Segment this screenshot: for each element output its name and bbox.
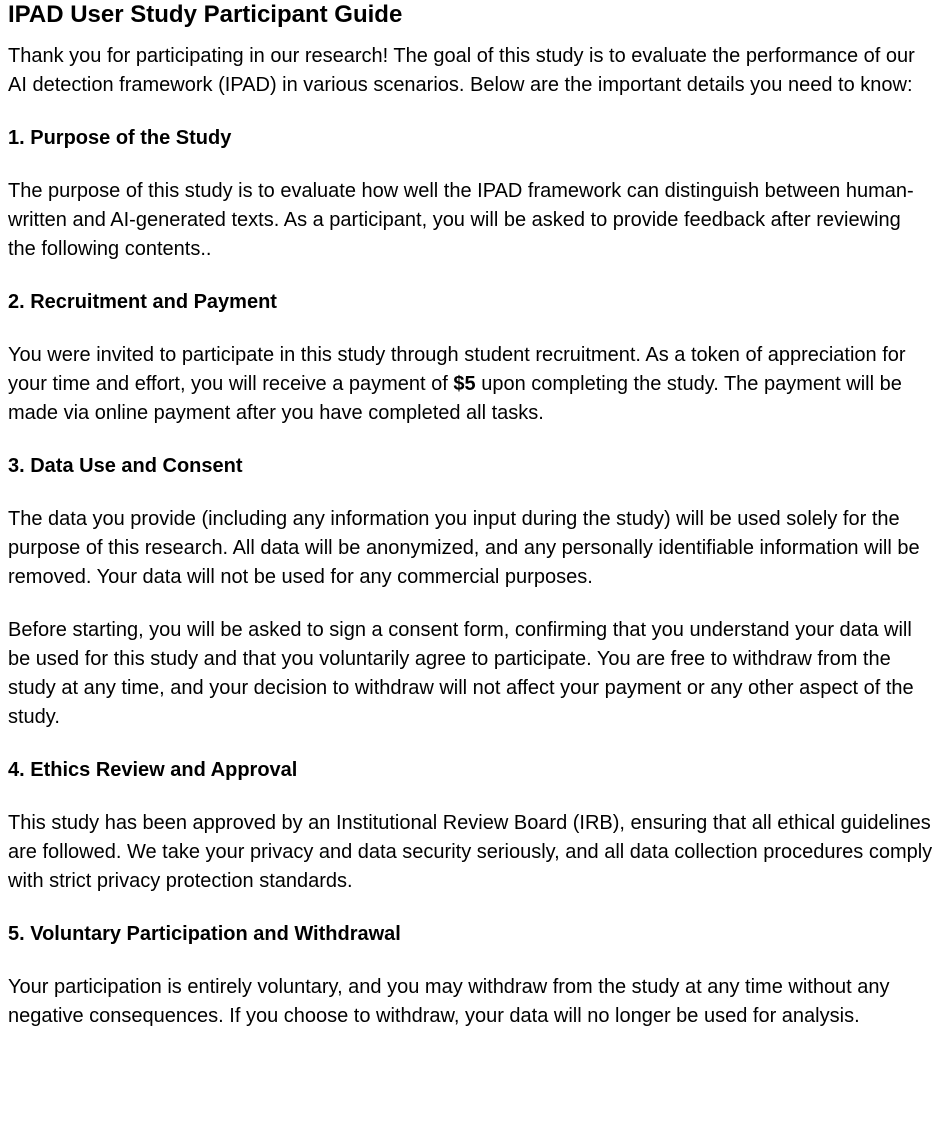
page-title: IPAD User Study Participant Guide [8,1,403,28]
section-ethics [8,756,934,896]
section-heading-voluntary: 5. Voluntary Participation and Withdrawal [8,923,401,945]
section-recruitment [8,288,934,428]
payment-text-before: You were invited to participate in this study through student recruitment. As a token of appreciation for your time and effort, you will receive a payment of [8,344,906,395]
payment-text-after: upon completing the study. The payment will be made via online payment after you have completed all tasks. [8,373,902,424]
section-paragraph: The purpose of this study is to evaluate how well the IPAD framework can distinguish between human-written and AI-generated texts. As a participant, you will be asked to provide feedback after reviewing the following contents.. [8,180,914,260]
section-purpose [8,124,934,264]
section-data-use [8,452,934,732]
payment-paragraph [8,341,934,428]
section-paragraph: Before starting, you will be asked to sign a consent form, confirming that you understand your data will be used for this study and that you voluntarily agree to participate. You are free to withdraw from the study at any time, and your decision to withdraw will not affect your payment or any other aspect of the study. [8,619,914,728]
payment-amount: $5 [453,373,476,395]
section-paragraph: This study has been approved by an Institutional Review Board (IRB), ensuring that all ethical guidelines are followed. We take your privacy and data security seriously, and all data collection procedures comply with strict privacy protection standards. [8,812,933,892]
section-heading-data-use: 3. Data Use and Consent [8,455,243,477]
section-heading-ethics: 4. Ethics Review and Approval [8,759,298,781]
section-paragraph: The data you provide (including any information you input during the study) will be used solely for the purpose of this research. All data will be anonymized, and any personally identifiable information will be removed. Your data will not be used for any commercial purposes. [8,508,920,588]
section-paragraph: Your participation is entirely voluntary, and you may withdraw from the study at any time without any negative consequences. If you choose to withdraw, your data will no longer be used for analysis. [8,976,890,1027]
section-heading-recruitment: 2. Recruitment and Payment [8,291,277,313]
section-heading-purpose: 1. Purpose of the Study [8,127,232,149]
section-voluntary [8,920,934,1031]
intro-paragraph: Thank you for participating in our research! The goal of this study is to evaluate the performance of our AI detection framework (IPAD) in various scenarios. Below are the important details you need to know: [8,45,915,96]
